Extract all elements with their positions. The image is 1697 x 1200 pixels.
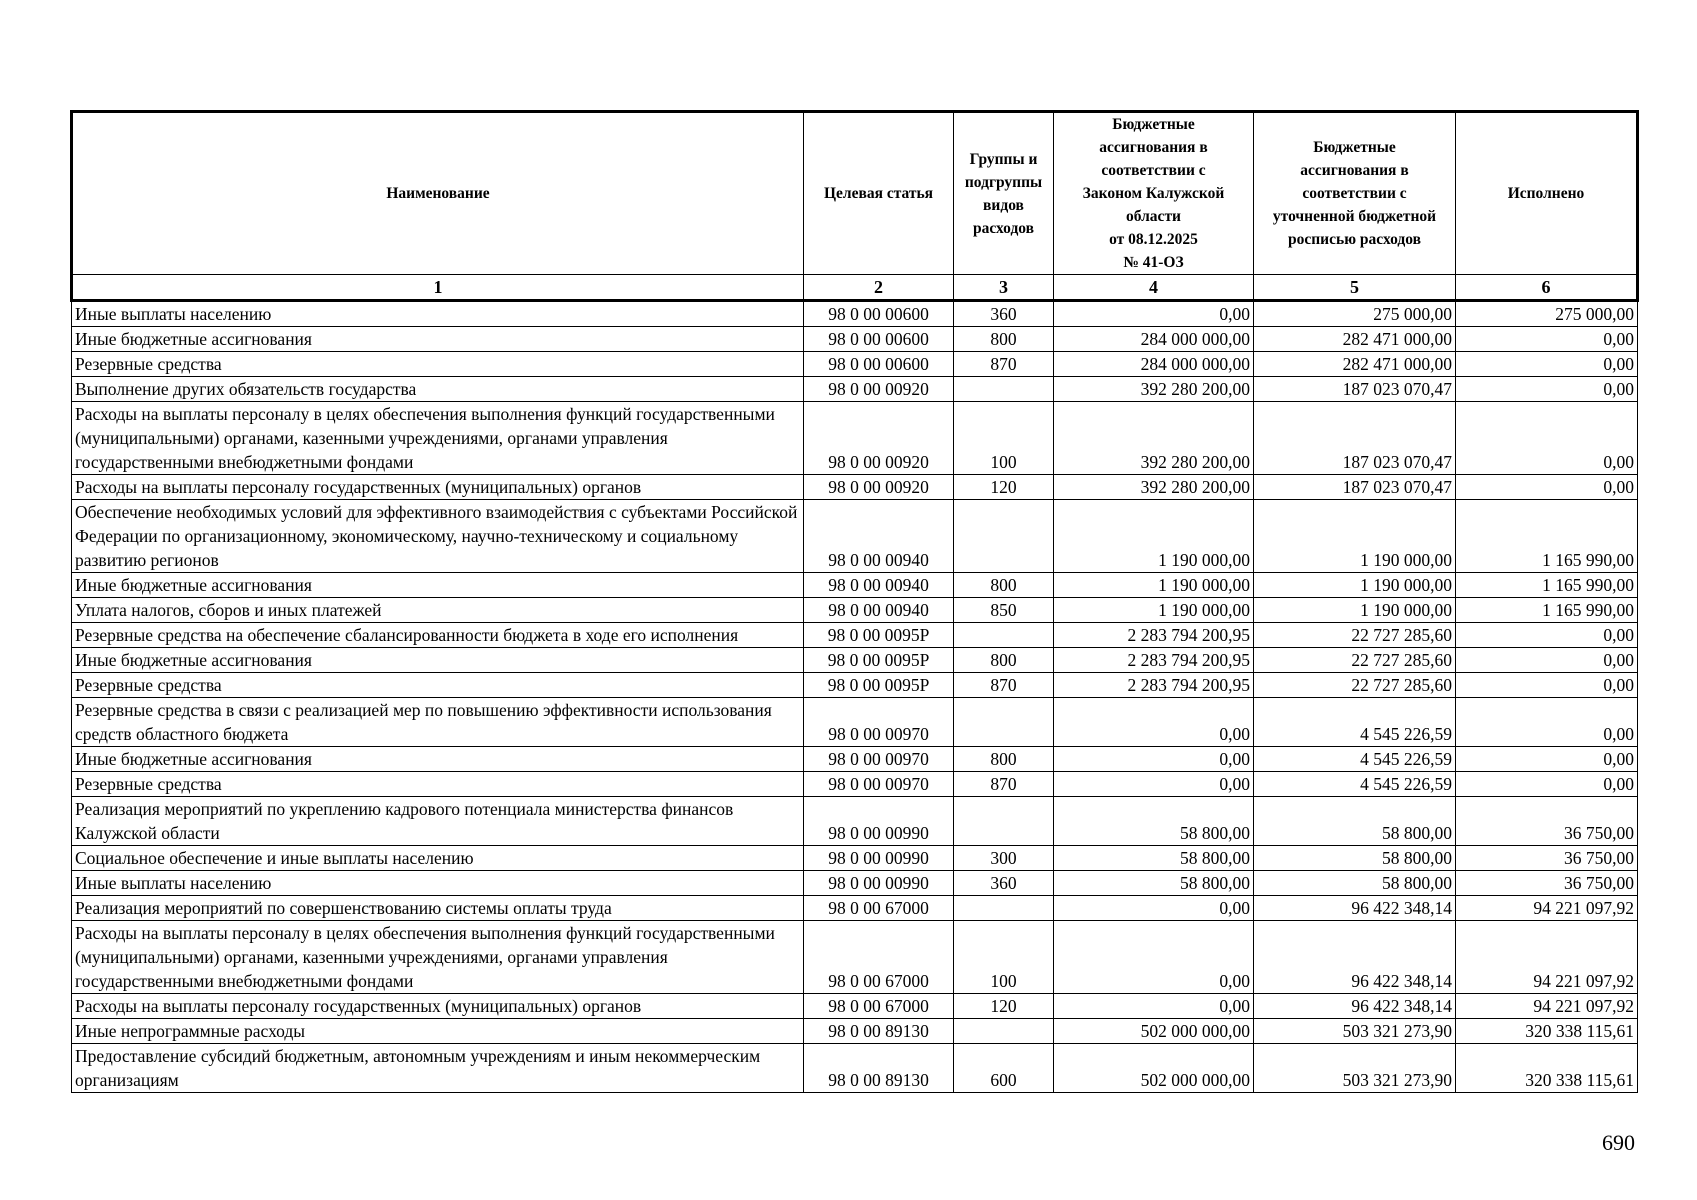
- header-line: ассигнования в: [1300, 162, 1409, 179]
- row-roster-amount: 187 023 070,47: [1254, 402, 1456, 475]
- row-target-article: 98 0 00 00920: [804, 402, 954, 475]
- row-expense-group: 600: [954, 1044, 1054, 1093]
- row-expense-group: [954, 797, 1054, 846]
- row-executed-amount: 320 338 115,61: [1456, 1019, 1638, 1044]
- table-row: [72, 623, 1638, 648]
- row-name: Иные выплаты населению: [72, 301, 804, 327]
- row-roster-amount: 22 727 285,60: [1254, 648, 1456, 673]
- row-roster-amount: 96 422 348,14: [1254, 994, 1456, 1019]
- row-name: Иные бюджетные ассигнования: [72, 573, 804, 598]
- row-roster-amount: 58 800,00: [1254, 846, 1456, 871]
- row-roster-amount: 1 190 000,00: [1254, 500, 1456, 573]
- table-body: [72, 301, 1638, 1093]
- row-law-amount: 0,00: [1054, 772, 1254, 797]
- row-roster-amount: 275 000,00: [1254, 301, 1456, 327]
- row-expense-group: 870: [954, 673, 1054, 698]
- row-name: Расходы на выплаты персоналу государственных (муниципальных) органов: [72, 994, 804, 1019]
- table-row: [72, 377, 1638, 402]
- table-row: [72, 475, 1638, 500]
- row-target-article: 98 0 00 00970: [804, 772, 954, 797]
- row-law-amount: 0,00: [1054, 896, 1254, 921]
- row-executed-amount: 36 750,00: [1456, 871, 1638, 896]
- row-expense-group: [954, 623, 1054, 648]
- table-row: [72, 352, 1638, 377]
- row-name: Расходы на выплаты персоналу в целях обеспечения выполнения функций государственными (муниципальными) органами, казенными учреждениями, органами управления государственными внебюджетными фондами: [72, 921, 804, 994]
- header-line: Бюджетные: [1313, 139, 1396, 156]
- row-executed-amount: 94 221 097,92: [1456, 994, 1638, 1019]
- row-target-article: 98 0 00 00990: [804, 871, 954, 896]
- header-line: росписью расходов: [1288, 231, 1421, 248]
- header-line: подгруппы: [964, 173, 1043, 191]
- row-roster-amount: 4 545 226,59: [1254, 772, 1456, 797]
- row-expense-group: 870: [954, 352, 1054, 377]
- table-row: [72, 797, 1638, 846]
- row-target-article: 98 0 00 0095Р: [804, 673, 954, 698]
- row-executed-amount: 0,00: [1456, 698, 1638, 747]
- row-law-amount: 2 283 794 200,95: [1054, 623, 1254, 648]
- row-expense-group: [954, 1019, 1054, 1044]
- table-header-row: [72, 112, 1638, 275]
- row-name: Реализация мероприятий по укреплению кадрового потенциала министерства финансов Калужской области: [72, 797, 804, 846]
- row-target-article: 98 0 00 89130: [804, 1044, 954, 1093]
- row-expense-group: 800: [954, 747, 1054, 772]
- table-row: [72, 648, 1638, 673]
- header-line: ассигнования в: [1099, 139, 1208, 156]
- row-executed-amount: 0,00: [1456, 772, 1638, 797]
- row-name: Расходы на выплаты персоналу в целях обеспечения выполнения функций государственными (муниципальными) органами, казенными учреждениями, органами управления государственными внебюджетными фондами: [72, 402, 804, 475]
- table-row: [72, 402, 1638, 475]
- header-line: Законом Калужской: [1082, 185, 1225, 202]
- row-executed-amount: 0,00: [1456, 475, 1638, 500]
- row-expense-group: 360: [954, 871, 1054, 896]
- row-target-article: 98 0 00 00990: [804, 846, 954, 871]
- row-law-amount: 58 800,00: [1054, 846, 1254, 871]
- table-row: [72, 301, 1638, 327]
- header-line: расходов: [972, 219, 1035, 237]
- row-law-amount: 58 800,00: [1054, 797, 1254, 846]
- table-row: [72, 327, 1638, 352]
- table-row: [72, 871, 1638, 896]
- row-target-article: 98 0 00 00920: [804, 475, 954, 500]
- header-line: Бюджетные: [1112, 116, 1195, 133]
- table-row: [72, 1019, 1638, 1044]
- row-target-article: 98 0 00 67000: [804, 994, 954, 1019]
- row-name: Иные непрограммные расходы: [72, 1019, 804, 1044]
- row-name: Иные бюджетные ассигнования: [72, 327, 804, 352]
- row-target-article: 98 0 00 00940: [804, 598, 954, 623]
- page-number: 690: [1602, 1130, 1635, 1155]
- row-executed-amount: 94 221 097,92: [1456, 896, 1638, 921]
- row-expense-group: 800: [954, 327, 1054, 352]
- row-expense-group: 300: [954, 846, 1054, 871]
- row-law-amount: 1 190 000,00: [1054, 573, 1254, 598]
- row-law-amount: 0,00: [1054, 301, 1254, 327]
- row-name: Социальное обеспечение и иные выплаты населению: [72, 846, 804, 871]
- table-row: [72, 846, 1638, 871]
- table-row: [72, 994, 1638, 1019]
- row-name: Выполнение других обязательств государства: [72, 377, 804, 402]
- row-name: Резервные средства на обеспечение сбалансированности бюджета в ходе его исполнения: [72, 623, 804, 648]
- row-target-article: 98 0 00 89130: [804, 1019, 954, 1044]
- row-expense-group: 800: [954, 648, 1054, 673]
- row-name: Резервные средства: [72, 772, 804, 797]
- row-name: Иные выплаты населению: [72, 871, 804, 896]
- column-number: 6: [1456, 275, 1638, 301]
- header-line: Группы и: [969, 150, 1038, 168]
- row-law-amount: 502 000 000,00: [1054, 1044, 1254, 1093]
- table-row: [72, 598, 1638, 623]
- row-law-amount: 284 000 000,00: [1054, 327, 1254, 352]
- row-roster-amount: 503 321 273,90: [1254, 1019, 1456, 1044]
- row-executed-amount: 36 750,00: [1456, 797, 1638, 846]
- row-executed-amount: 0,00: [1456, 352, 1638, 377]
- row-law-amount: 392 280 200,00: [1054, 377, 1254, 402]
- row-executed-amount: 36 750,00: [1456, 846, 1638, 871]
- row-law-amount: 284 000 000,00: [1054, 352, 1254, 377]
- table-row: [72, 1044, 1638, 1093]
- row-law-amount: 392 280 200,00: [1054, 475, 1254, 500]
- table-row: [72, 896, 1638, 921]
- row-name: Резервные средства: [72, 352, 804, 377]
- row-law-amount: 2 283 794 200,95: [1054, 648, 1254, 673]
- row-law-amount: 0,00: [1054, 994, 1254, 1019]
- row-executed-amount: 275 000,00: [1456, 301, 1638, 327]
- row-name: Резервные средства: [72, 673, 804, 698]
- column-number: 5: [1254, 275, 1456, 301]
- row-roster-amount: 4 545 226,59: [1254, 698, 1456, 747]
- header-executed: Исполнено: [1456, 112, 1638, 275]
- row-roster-amount: 22 727 285,60: [1254, 673, 1456, 698]
- row-roster-amount: 96 422 348,14: [1254, 921, 1456, 994]
- row-executed-amount: 0,00: [1456, 623, 1638, 648]
- row-roster-amount: 58 800,00: [1254, 797, 1456, 846]
- row-roster-amount: 187 023 070,47: [1254, 475, 1456, 500]
- header-law-allocations: [1054, 112, 1254, 275]
- row-name: Иные бюджетные ассигнования: [72, 747, 804, 772]
- row-expense-group: 120: [954, 994, 1054, 1019]
- row-executed-amount: 320 338 115,61: [1456, 1044, 1638, 1093]
- row-executed-amount: 0,00: [1456, 648, 1638, 673]
- row-executed-amount: 0,00: [1456, 402, 1638, 475]
- header-expense-groups: [954, 112, 1054, 275]
- row-expense-group: 100: [954, 402, 1054, 475]
- row-law-amount: 2 283 794 200,95: [1054, 673, 1254, 698]
- row-expense-group: 870: [954, 772, 1054, 797]
- row-law-amount: 1 190 000,00: [1054, 500, 1254, 573]
- row-name: Резервные средства в связи с реализацией мер по повышению эффективности использования средств областного бюджета: [72, 698, 804, 747]
- column-number: 3: [954, 275, 1054, 301]
- row-roster-amount: 96 422 348,14: [1254, 896, 1456, 921]
- row-name: Предоставление субсидий бюджетным, автономным учреждениям и иным некоммерческим организациям: [72, 1044, 804, 1093]
- header-roster-allocations: [1254, 112, 1456, 275]
- row-law-amount: 1 190 000,00: [1054, 598, 1254, 623]
- row-name: Расходы на выплаты персоналу государственных (муниципальных) органов: [72, 475, 804, 500]
- row-law-amount: 58 800,00: [1054, 871, 1254, 896]
- row-roster-amount: 282 471 000,00: [1254, 352, 1456, 377]
- header-line: № 41-ОЗ: [1123, 254, 1184, 271]
- row-target-article: 98 0 00 67000: [804, 896, 954, 921]
- header-line: уточненной бюджетной: [1272, 208, 1437, 225]
- row-expense-group: 850: [954, 598, 1054, 623]
- row-expense-group: 360: [954, 301, 1054, 327]
- table-row: [72, 573, 1638, 598]
- row-expense-group: 100: [954, 921, 1054, 994]
- row-law-amount: 392 280 200,00: [1054, 402, 1254, 475]
- row-target-article: 98 0 00 0095Р: [804, 623, 954, 648]
- column-numbers-row: [72, 275, 1638, 301]
- row-executed-amount: 0,00: [1456, 377, 1638, 402]
- row-law-amount: 0,00: [1054, 698, 1254, 747]
- row-roster-amount: 503 321 273,90: [1254, 1044, 1456, 1093]
- row-executed-amount: 1 165 990,00: [1456, 573, 1638, 598]
- table-row: [72, 673, 1638, 698]
- row-roster-amount: 58 800,00: [1254, 871, 1456, 896]
- row-target-article: 98 0 00 00940: [804, 573, 954, 598]
- row-expense-group: [954, 500, 1054, 573]
- row-name: Обеспечение необходимых условий для эффективного взаимодействия с субъектами Российской Федерации по организационному, экономическому, научно-техническому и социальному развитию регионов: [72, 500, 804, 573]
- table-row: [72, 698, 1638, 747]
- row-target-article: 98 0 00 00600: [804, 352, 954, 377]
- row-expense-group: [954, 377, 1054, 402]
- column-number: 4: [1054, 275, 1254, 301]
- row-executed-amount: 1 165 990,00: [1456, 598, 1638, 623]
- row-executed-amount: 1 165 990,00: [1456, 500, 1638, 573]
- header-name: Наименование: [72, 112, 804, 275]
- row-expense-group: 800: [954, 573, 1054, 598]
- row-target-article: 98 0 00 00970: [804, 698, 954, 747]
- row-law-amount: 0,00: [1054, 921, 1254, 994]
- row-name: Иные бюджетные ассигнования: [72, 648, 804, 673]
- row-roster-amount: 1 190 000,00: [1254, 598, 1456, 623]
- table-row: [72, 747, 1638, 772]
- header-line: от 08.12.2025: [1109, 231, 1198, 248]
- row-roster-amount: 282 471 000,00: [1254, 327, 1456, 352]
- row-expense-group: [954, 698, 1054, 747]
- row-target-article: 98 0 00 67000: [804, 921, 954, 994]
- table-row: [72, 500, 1638, 573]
- row-roster-amount: 187 023 070,47: [1254, 377, 1456, 402]
- table-row: [72, 921, 1638, 994]
- header-line: соответствии с: [1302, 185, 1407, 202]
- budget-execution-table: [70, 110, 1639, 1093]
- row-name: Уплата налогов, сборов и иных платежей: [72, 598, 804, 623]
- row-law-amount: 502 000 000,00: [1054, 1019, 1254, 1044]
- column-number: 1: [72, 275, 804, 301]
- column-number: 2: [804, 275, 954, 301]
- header-line: видов: [983, 196, 1024, 214]
- row-roster-amount: 4 545 226,59: [1254, 747, 1456, 772]
- table-row: [72, 772, 1638, 797]
- row-name: Реализация мероприятий по совершенствованию системы оплаты труда: [72, 896, 804, 921]
- row-target-article: 98 0 00 00600: [804, 327, 954, 352]
- row-law-amount: 0,00: [1054, 747, 1254, 772]
- row-expense-group: [954, 896, 1054, 921]
- row-target-article: 98 0 00 00920: [804, 377, 954, 402]
- row-expense-group: 120: [954, 475, 1054, 500]
- row-executed-amount: 0,00: [1456, 747, 1638, 772]
- row-target-article: 98 0 00 00970: [804, 747, 954, 772]
- row-roster-amount: 1 190 000,00: [1254, 573, 1456, 598]
- row-target-article: 98 0 00 0095Р: [804, 648, 954, 673]
- row-executed-amount: 94 221 097,92: [1456, 921, 1638, 994]
- row-target-article: 98 0 00 00990: [804, 797, 954, 846]
- row-executed-amount: 0,00: [1456, 327, 1638, 352]
- row-roster-amount: 22 727 285,60: [1254, 623, 1456, 648]
- row-executed-amount: 0,00: [1456, 673, 1638, 698]
- header-line: соответствии с: [1101, 162, 1206, 179]
- row-target-article: 98 0 00 00600: [804, 301, 954, 327]
- row-target-article: 98 0 00 00940: [804, 500, 954, 573]
- header-target-article: Целевая статья: [804, 112, 954, 275]
- header-line: области: [1126, 208, 1181, 225]
